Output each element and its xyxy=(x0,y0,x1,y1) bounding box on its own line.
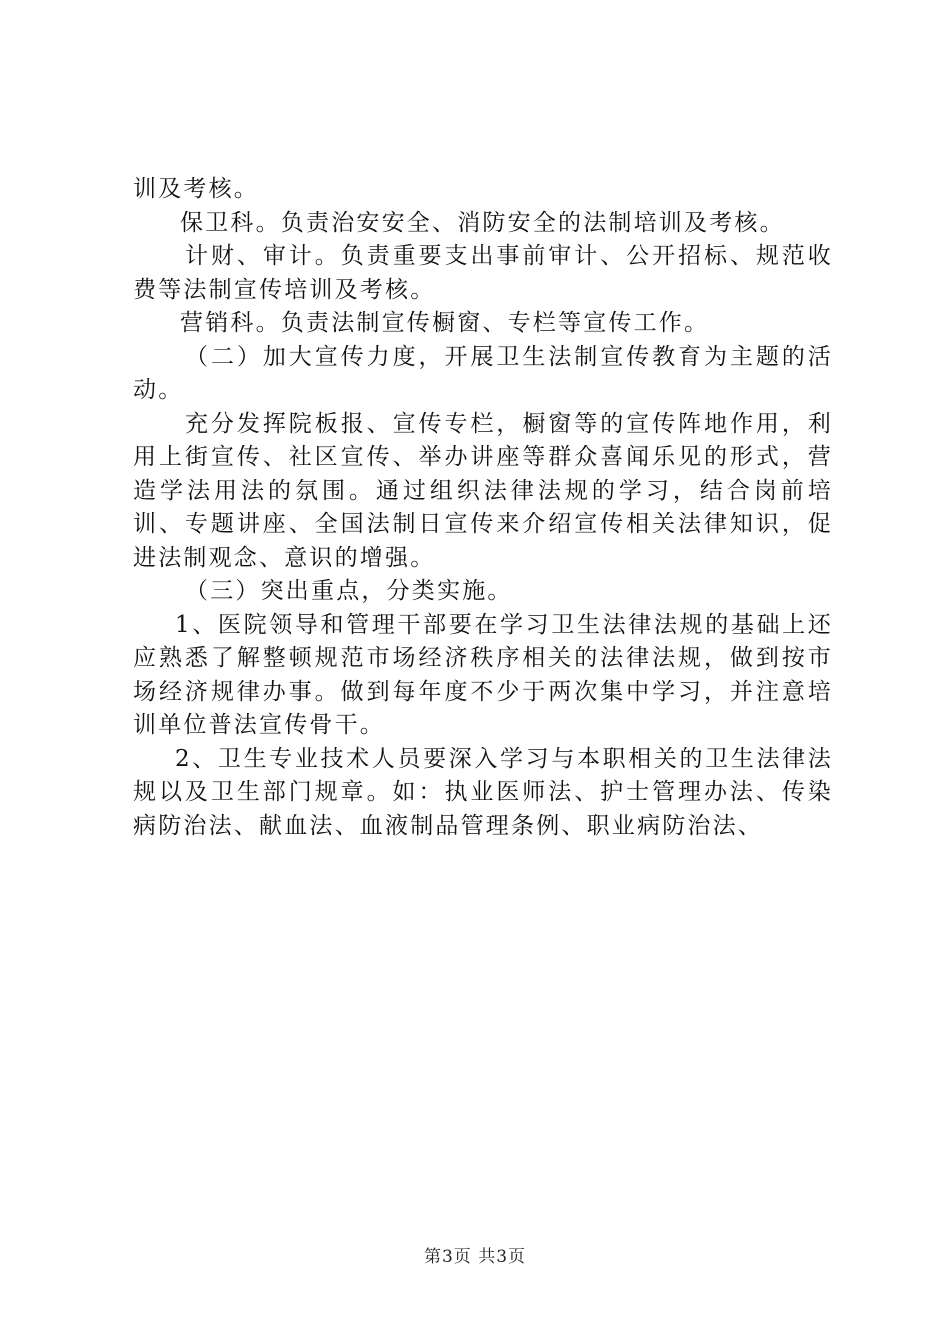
page-number: 第3页 共3页 xyxy=(423,1247,527,1267)
paragraph-3: 计财、审计。负责重要支出事前审计、公开招标、规范收费等法制宣传培训及考核。 xyxy=(133,243,833,303)
paragraph-1: 训及考核。 xyxy=(133,176,259,202)
paragraph-6: 充分发挥院板报、宣传专栏，橱窗等的宣传阵地作用，利用上街宣传、社区宣传、举办讲座等群众喜闻乐见的形式，营造学法用法的氛围。通过组织法律法规的学习，结合岗前培训、专题讲座、全国法制日宣传来介绍宣传相关法律知识，促进法制观念、意识的增强。 xyxy=(133,410,833,571)
paragraph-9: 2、卫生专业技术人员要深入学习与本职相关的卫生法律法规以及卫生部门规章。如：执业医师法、护士管理办法、传染病防治法、献血法、血液制品管理条例、职业病防治法、 xyxy=(133,745,833,839)
paragraph-8: 1、医院领导和管理干部要在学习卫生法律法规的基础上还应熟悉了解整顿规范市场经济秩序相关的法律法规，做到按市场经济规律办事。做到每年度不少于两次集中学习，并注意培训单位普法宣传骨干。 xyxy=(133,611,833,738)
page-footer xyxy=(0,1242,950,1267)
paragraph-4: 营销科。负责法制宣传橱窗、专栏等宣传工作。 xyxy=(180,310,710,336)
document-body xyxy=(133,173,833,843)
paragraph-5: （二）加大宣传力度，开展卫生法制宣传教育为主题的活动。 xyxy=(133,343,833,403)
paragraph-7: （三）突出重点，分类实施。 xyxy=(185,578,513,604)
paragraph-2: 保卫科。负责治安安全、消防安全的法制培训及考核。 xyxy=(180,209,785,236)
